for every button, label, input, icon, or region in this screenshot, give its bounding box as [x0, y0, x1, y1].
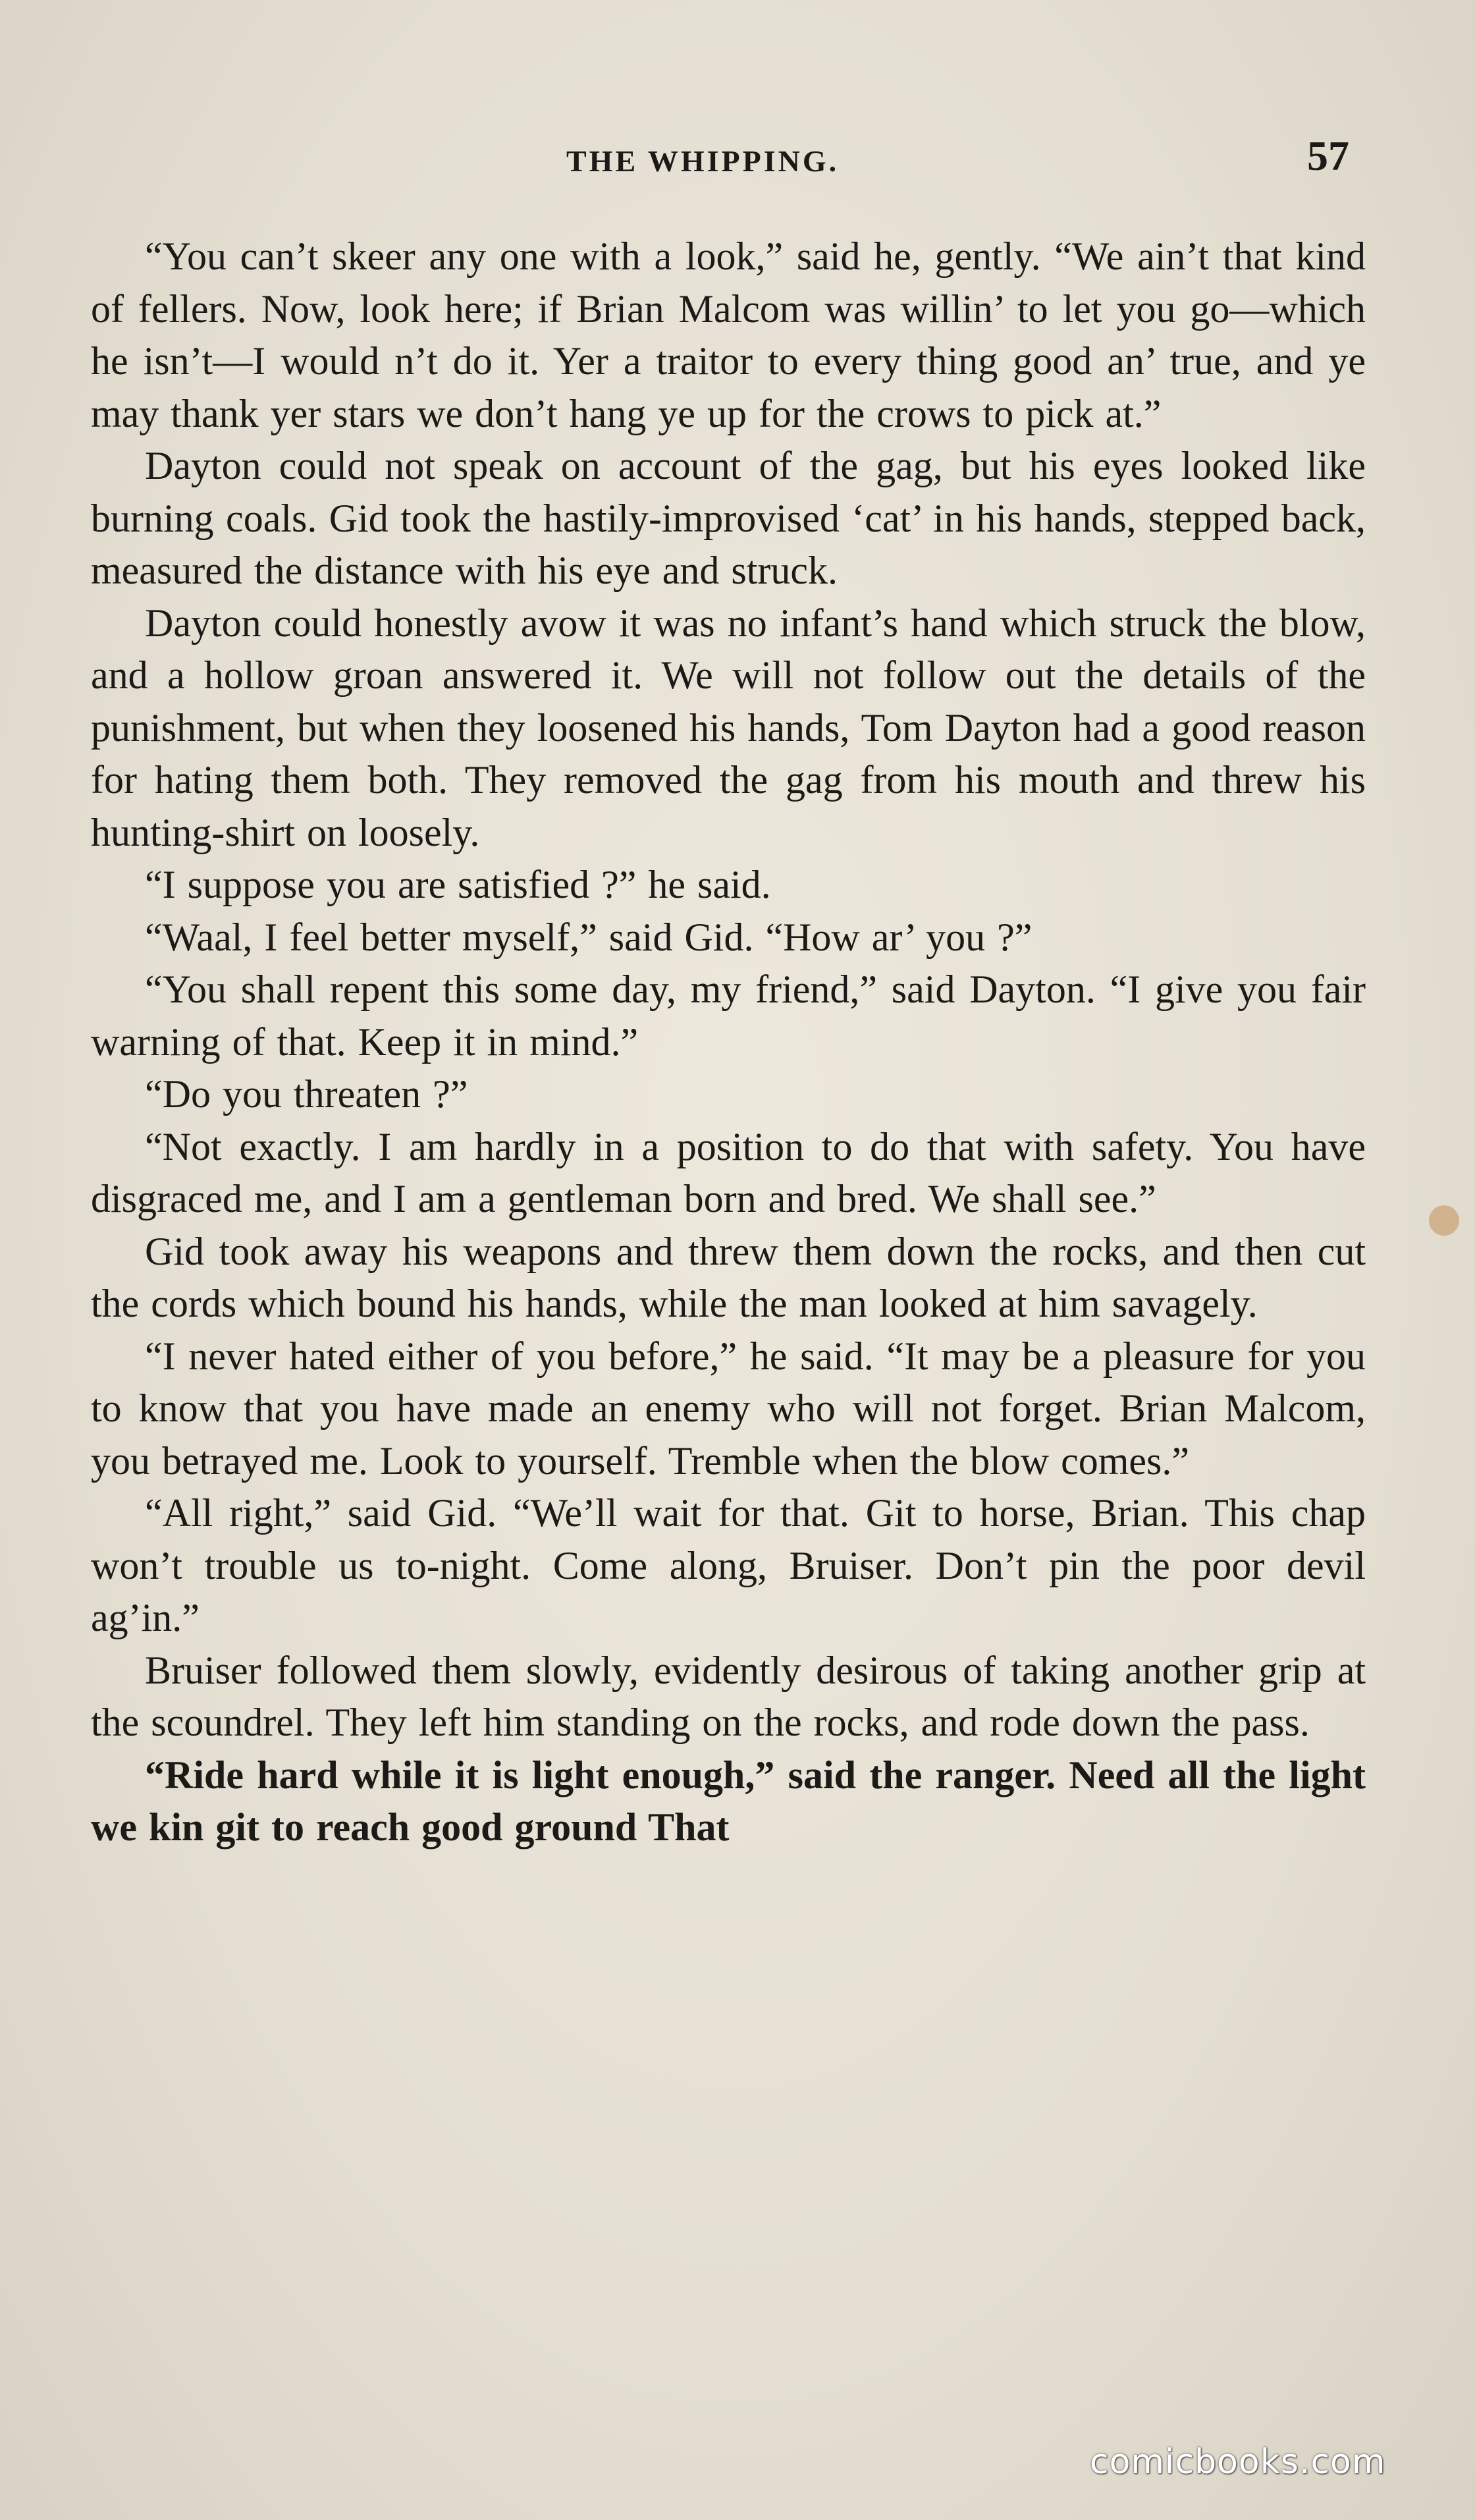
paragraph: “I never hated either of you before,” he said. “It may be a pleasure for you to know that you have made an enemy who will not forget. Brian Malcom, you betrayed me. Look to yourself. Tremble when the blow comes.”: [91, 1334, 1366, 1483]
page-number: 57: [1307, 132, 1349, 179]
paragraph: Dayton could not speak on account of the gag, but his eyes looked like burning coals. Gid took the hastily-improvised ‘cat’ in his hands, stepped back, measured the distance with his eye and struck.: [91, 444, 1366, 592]
watermark: comicbooks.com: [1090, 2442, 1386, 2482]
paragraph: “I suppose you are satisfied ?” he said.: [145, 863, 771, 906]
running-title: THE WHIPPING.: [566, 144, 840, 178]
paragraph: Bruiser followed them slowly, evidently desirous of taking another grip at the scoundrel. They left him standing on the rocks, and rode down the pass.: [91, 1648, 1366, 1744]
paragraph: “Waal, I feel better myself,” said Gid. “How ar’ you ?”: [145, 915, 1032, 959]
page-header: [0, 132, 1475, 191]
paragraph: “Ride hard while it is light enough,” said the ranger. Need all the light we kin git to reach good ground That: [91, 1753, 1366, 1849]
paragraph: Gid took away his weapons and threw them down the rocks, and then cut the cords which bound his hands, while the man looked at him savagely.: [91, 1229, 1366, 1325]
paragraph: “Not exactly. I am hardly in a position to do that with safety. You have disgraced me, and I am a gentleman born and bred. We shall see.”: [91, 1124, 1366, 1220]
paragraph: “You shall repent this some day, my friend,” said Dayton. “I give you fair warning of that. Keep it in mind.”: [91, 968, 1366, 1064]
paragraph: “You can’t skeer any one with a look,” said he, gently. “We ain’t that kind of fellers. Now, look here; if Brian Malcom was willin’ to let you go—which he isn’t—I would n’t do it. Yer a traitor to every thing good an’ true, and ye may thank yer stars we don’t hang ye up for the crows to pick at.”: [91, 234, 1366, 435]
paragraph: Dayton could honestly avow it was no infant’s hand which struck the blow, and a hollow groan answered it. We will not follow out the details of the punishment, but when they loosened his hands, Tom Dayton had a good reason for hating them both. They removed the gag from his mouth and threw his hunting-shirt on loosely.: [91, 601, 1366, 854]
paragraph: “Do you threaten ?”: [145, 1072, 468, 1116]
page-stain: [1429, 1205, 1459, 1236]
paragraph: “All right,” said Gid. “We’ll wait for that. Git to horse, Brian. This chap won’t trouble us to-night. Come along, Bruiser. Don’t pin the poor devil ag’in.”: [91, 1491, 1366, 1639]
text-body: [91, 231, 1366, 1854]
